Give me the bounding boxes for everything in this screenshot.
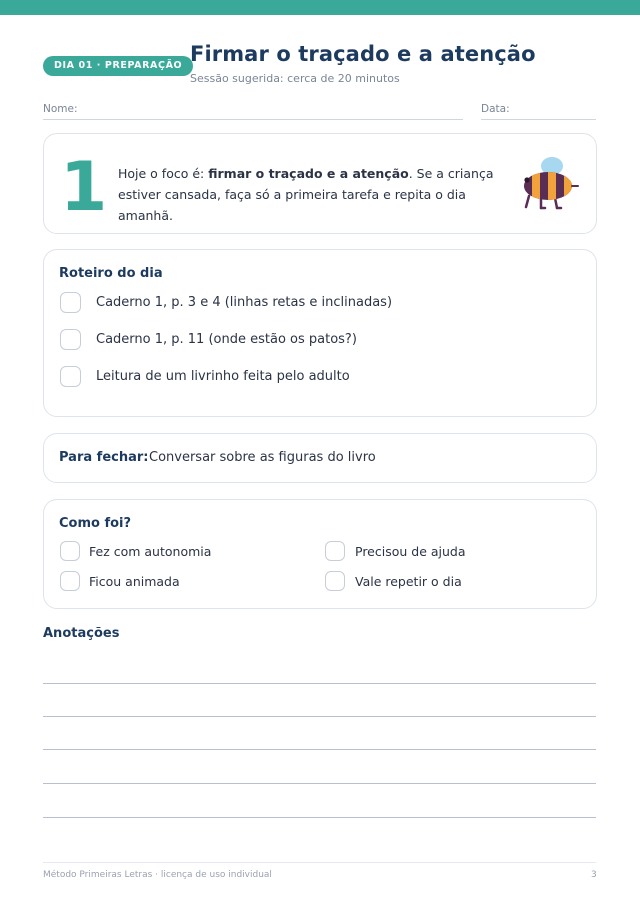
- name-field[interactable]: [43, 119, 463, 120]
- como-foi-title: Como foi?: [59, 516, 132, 531]
- page-number: 3: [591, 870, 597, 880]
- page-subtitle: Sessão sugerida: cerca de 20 minutos: [190, 72, 400, 85]
- task-checkbox-3[interactable]: [60, 366, 81, 387]
- option-label-repetir: Vale repetir o dia: [355, 574, 462, 589]
- note-line-2[interactable]: [43, 716, 596, 717]
- day-badge: DIA 01 · PREPARAÇÃO: [43, 56, 193, 76]
- option-label-autonomia: Fez com autonomia: [89, 544, 212, 559]
- option-checkbox-autonomia[interactable]: [60, 541, 80, 561]
- date-label: Data:: [481, 103, 510, 115]
- top-accent-bar: [0, 0, 640, 15]
- task-label-1: Caderno 1, p. 3 e 4 (linhas retas e inclinadas): [96, 295, 393, 310]
- fechar-label: Para fechar:: [59, 450, 149, 465]
- footer-text: Método Primeiras Letras · licença de uso individual: [43, 870, 272, 880]
- task-checkbox-1[interactable]: [60, 292, 81, 313]
- date-field[interactable]: [481, 119, 596, 120]
- option-checkbox-repetir[interactable]: [325, 571, 345, 591]
- option-checkbox-animada[interactable]: [60, 571, 80, 591]
- task-checkbox-2[interactable]: [60, 329, 81, 350]
- notes-title: Anotações: [43, 626, 120, 641]
- day-number: 1: [60, 148, 108, 227]
- option-checkbox-ajuda[interactable]: [325, 541, 345, 561]
- fechar-text: Conversar sobre as figuras do livro: [149, 450, 376, 465]
- note-line-4[interactable]: [43, 783, 596, 784]
- option-label-ajuda: Precisou de ajuda: [355, 544, 466, 559]
- intro-text: Hoje o foco é: firmar o traçado e a atenção. Se a criança estiver cansada, faça só a primeira tarefa e repita o dia amanhã.: [118, 166, 494, 223]
- note-line-1[interactable]: [43, 683, 596, 684]
- name-label: Nome:: [43, 103, 78, 115]
- task-label-3: Leitura de um livrinho feita pelo adulto: [96, 369, 350, 384]
- roteiro-title: Roteiro do dia: [59, 266, 163, 281]
- option-label-animada: Ficou animada: [89, 574, 180, 589]
- footer-divider: [43, 862, 596, 863]
- task-label-2: Caderno 1, p. 11 (onde estão os patos?): [96, 332, 357, 347]
- intro-focus: firmar o traçado e a atenção: [208, 166, 409, 181]
- bee-icon: [512, 152, 582, 214]
- note-line-3[interactable]: [43, 749, 596, 750]
- page-title: Firmar o traçado e a atenção: [190, 42, 536, 66]
- note-line-5[interactable]: [43, 817, 596, 818]
